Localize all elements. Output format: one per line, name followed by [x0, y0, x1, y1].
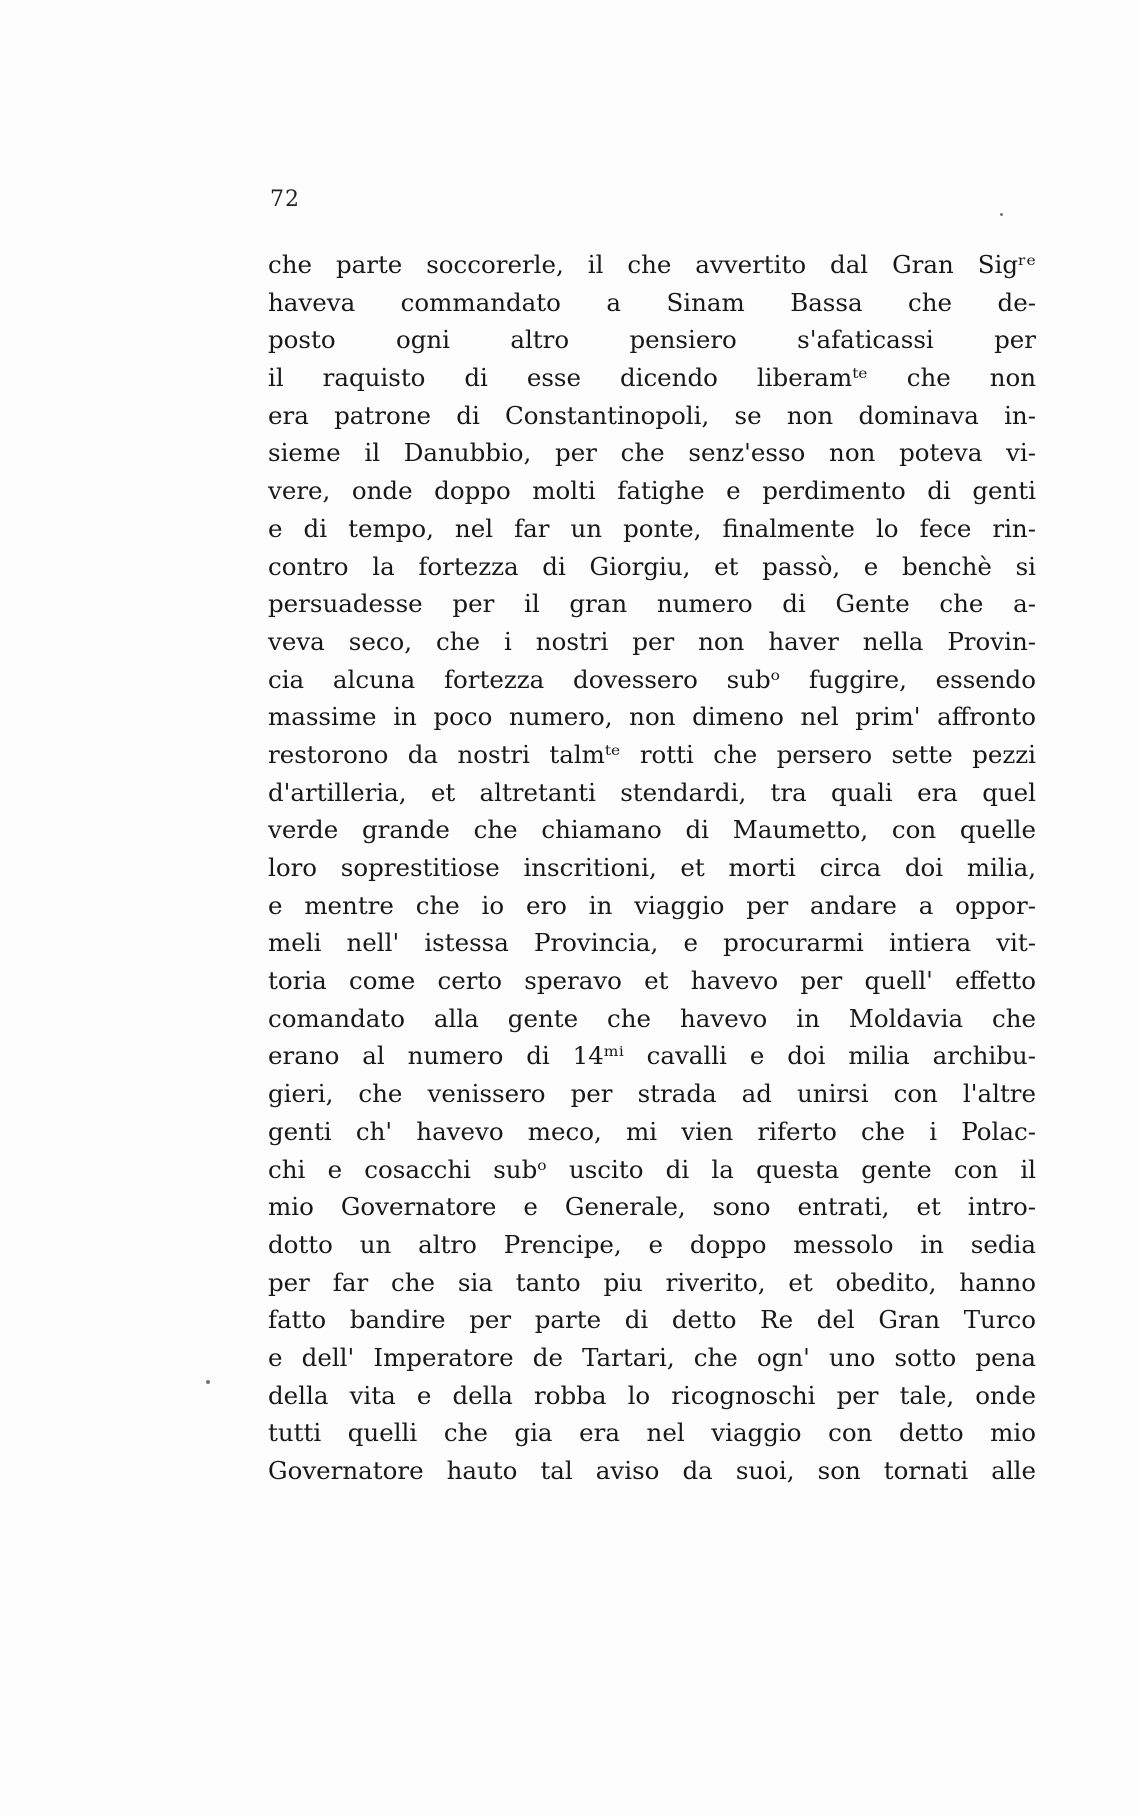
- text-line: della vita e della robba lo ricognoschi per tale, onde: [268, 1380, 1036, 1410]
- text-line: era patrone di Constantinopoli, se non dominava in-: [268, 400, 1036, 430]
- text-line: comandato alla gente che havevo in Moldavia che: [268, 1003, 1036, 1033]
- print-speck: [1000, 213, 1003, 216]
- text-line: posto ogni altro pensiero s'afaticassi per: [268, 325, 1036, 355]
- text-line: vere, onde doppo molti fatighe e perdimento di genti: [268, 476, 1036, 506]
- print-speck: [206, 1380, 210, 1384]
- text-line: per far che sia tanto piu riverito, et obedito, hanno: [268, 1267, 1036, 1297]
- page-number: 72: [270, 187, 300, 212]
- text-line: genti ch' havevo meco, mi vien riferto che i Polac-: [268, 1116, 1036, 1146]
- text-line: loro soprestitiose inscritioni, et morti circa doi milia,: [268, 853, 1036, 882]
- text-line: dotto un altro Prencipe, e doppo messolo in sedia: [268, 1229, 1036, 1259]
- text-line: chi e cosacchi subᵒ uscito di la questa gente con il: [268, 1154, 1036, 1184]
- text-line: tutti quelli che gia era nel viaggio con detto mio: [268, 1418, 1036, 1448]
- text-line: verde grande che chiamano di Maumetto, con quelle: [268, 815, 1036, 845]
- text-line: toria come certo speravo et havevo per quell' effetto: [268, 966, 1036, 996]
- text-line: persuadesse per il gran numero di Gente che a-: [268, 589, 1036, 619]
- text-line: che parte soccorerle, il che avvertito dal Gran Sigʳᵉ: [268, 250, 1036, 279]
- text-line: restorono da nostri talmᵗᵉ rotti che persero sette pezzi: [268, 739, 1036, 769]
- text-line: fatto bandire per parte di detto Re del Gran Turco: [268, 1305, 1036, 1335]
- text-line: meli nell' istessa Provincia, e procurarmi intiera vit-: [268, 928, 1036, 958]
- text-line: e mentre che io ero in viaggio per andare a oppor-: [268, 890, 1036, 920]
- text-line: e di tempo, nel far un ponte, finalmente lo fece rin-: [268, 513, 1036, 543]
- text-line: e dell' Imperatore de Tartari, che ogn' uno sotto pena: [268, 1342, 1036, 1372]
- text-line: veva seco, che i nostri per non haver nella Provin-: [268, 626, 1036, 656]
- text-line: massime in poco numero, non dimeno nel prim' affronto: [268, 702, 1036, 732]
- text-line: contro la fortezza di Giorgiu, et passò, e benchè si: [268, 551, 1036, 581]
- text-line: d'artilleria, et altretanti stendardi, tra quali era quel: [268, 777, 1036, 807]
- text-line: gieri, che venissero per strada ad unirsi con l'altre: [268, 1079, 1036, 1109]
- text-line: erano al numero di 14ᵐⁱ cavalli e doi milia archibu-: [268, 1041, 1036, 1071]
- text-line: Governatore hauto tal aviso da suoi, son tornati alle: [268, 1456, 1036, 1485]
- body-text: [268, 246, 1036, 1490]
- text-line: sieme il Danubbio, per che senz'esso non poteva vi-: [268, 438, 1036, 468]
- text-line: il raquisto di esse dicendo liberamᵗᵉ che non: [268, 363, 1036, 393]
- text-line: haveva commandato a Sinam Bassa che de-: [268, 287, 1036, 317]
- text-line: mio Governatore e Generale, sono entrati, et intro-: [268, 1192, 1036, 1222]
- text-line: cia alcuna fortezza dovessero subᵒ fuggire, essendo: [268, 664, 1036, 694]
